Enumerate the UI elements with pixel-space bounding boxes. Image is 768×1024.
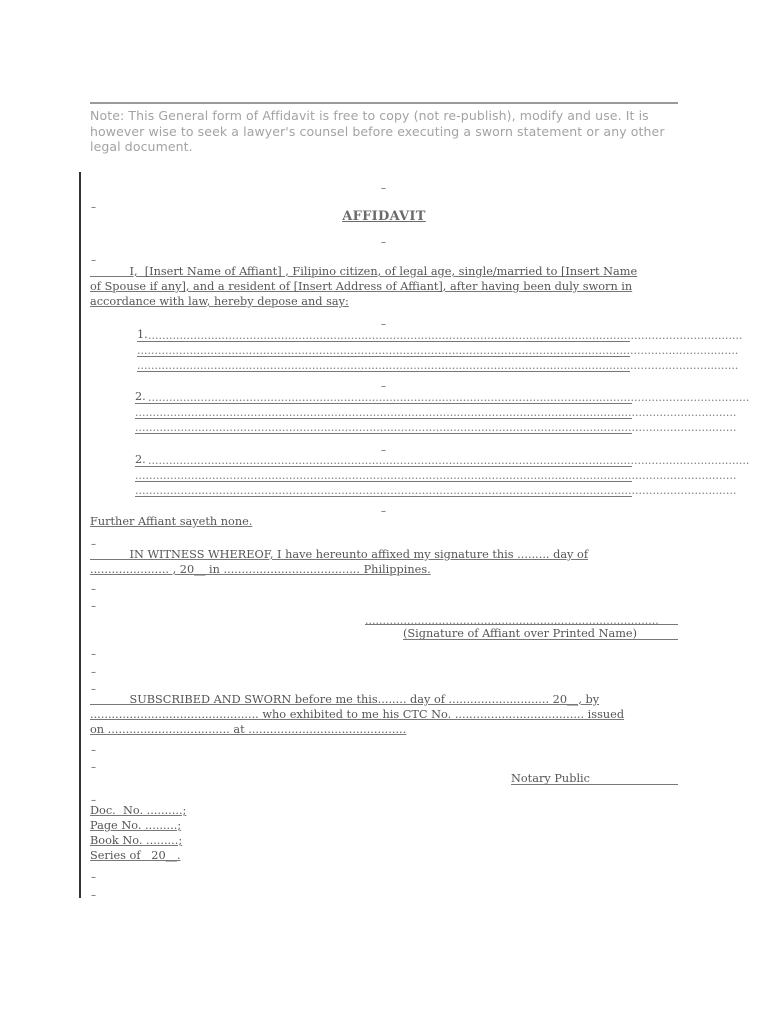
further-statement: Further Affiant sayeth none. [90, 515, 253, 528]
book-number: Book No. .........; [90, 834, 183, 847]
paragraph-mark: – [91, 890, 96, 901]
paragraph-mark: – [381, 381, 386, 392]
paragraph-mark: – [91, 872, 96, 883]
paragraph-mark: – [91, 255, 96, 266]
signature-label-underline [403, 639, 678, 640]
witness-line-1: IN WITNESS WHEREOF, I have hereunto affixed my signature this ......... day of [90, 548, 589, 561]
page-number: Page No. .........; [90, 819, 182, 832]
item-dots: .......................................................................................................................................................................... [148, 329, 743, 342]
item-underline [135, 466, 632, 467]
item-underline [137, 341, 630, 342]
document-title: AFFIDAVIT [342, 209, 426, 224]
paragraph-mark: – [91, 667, 96, 678]
paragraph-mark: – [381, 319, 386, 330]
paragraph-mark: – [381, 237, 386, 248]
paragraph-mark: – [91, 584, 96, 595]
witness-line-2: ...................... , 20__ in ...................................... Philippines. [90, 563, 431, 576]
item-underline [135, 433, 632, 434]
notary-underline [511, 784, 678, 785]
signature-label: (Signature of Affiant over Printed Name) [403, 627, 638, 640]
intro-line-3: accordance with law, hereby depose and say: [90, 295, 349, 308]
item-dots: ............................................................................................................................................................................ [135, 469, 737, 482]
intro-line-1: I, [Insert Name of Affiant] , Filipino citizen, of legal age, single/married to [Insert Name [90, 265, 638, 278]
doc-number: Doc. No. ..........; [90, 804, 187, 817]
item-dots: ............................................................................................................................................................................ [148, 454, 750, 467]
left-margin-bar [79, 172, 81, 898]
intro-line-2: of Spouse if any], and a resident of [Insert Address of Affiant], after having been duly sworn in [90, 280, 633, 293]
paragraph-mark: – [91, 684, 96, 695]
item-dots: ............................................................................................................................................................................ [148, 391, 750, 404]
item-underline [135, 496, 632, 497]
signature-underline [365, 624, 678, 625]
item-number: 2. [135, 390, 146, 403]
disclaimer-note: Note: This General form of Affidavit is free to copy (not re-publish), modify and use. It is however wise to seek a lawyer's counsel before executing a sworn statement or any other legal document. [90, 108, 665, 154]
paragraph-mark: – [381, 445, 386, 456]
paragraph-mark: – [91, 649, 96, 660]
item-underline [137, 356, 630, 357]
item-dots: ............................................................................................................................................................................ [137, 359, 739, 372]
paragraph-mark: – [91, 795, 96, 806]
subscribed-line-3: on .................................. at ............................................ [90, 723, 407, 736]
item-dots: ............................................................................................................................................................................ [135, 484, 737, 497]
subscribed-line-2: ............................................... who exhibited to me his CTC No. .................................... issued [90, 708, 625, 721]
series-year: Series of 20__. [90, 849, 181, 862]
item-number: 1. [137, 328, 148, 341]
signature-dots: .................................................................................... [365, 614, 659, 627]
item-number: 2. [135, 453, 146, 466]
item-dots: ............................................................................................................................................................................ [135, 421, 737, 434]
paragraph-mark: – [91, 202, 96, 213]
item-dots: ............................................................................................................................................................................ [137, 344, 739, 357]
paragraph-mark: – [91, 762, 96, 773]
item-underline [135, 418, 632, 419]
paragraph-mark: – [91, 601, 96, 612]
notary-public-label: Notary Public [511, 772, 590, 785]
item-underline [135, 403, 632, 404]
paragraph-mark: – [91, 539, 96, 550]
subscribed-line-1: SUBSCRIBED AND SWORN before me this........ day of ............................ 20__, by [90, 693, 600, 706]
note-top-rule [90, 102, 678, 104]
paragraph-mark: – [381, 183, 386, 194]
item-dots: ............................................................................................................................................................................ [135, 406, 737, 419]
item-underline [137, 371, 630, 372]
paragraph-mark: – [381, 506, 386, 517]
item-underline [135, 481, 632, 482]
paragraph-mark: – [91, 745, 96, 756]
